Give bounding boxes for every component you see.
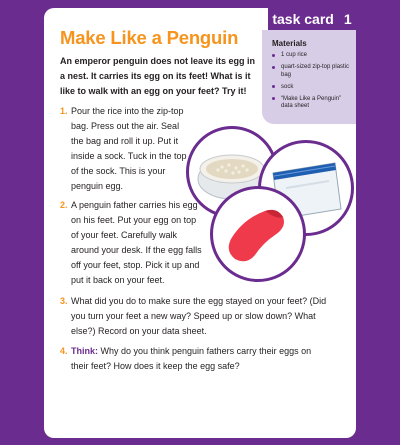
- task-card-tab: [268, 8, 356, 30]
- red-sock-icon: [213, 189, 303, 279]
- step-number: 2.: [60, 200, 68, 210]
- materials-box: [262, 30, 356, 124]
- materials-item: sock: [271, 84, 353, 92]
- step-text: What did you do to make sure the egg stayed on your feet? (Did you turn your feet a new way? Speed up or slow down? What else?) Record on your data sheet.: [71, 296, 327, 336]
- page-title: Make Like a Penguin: [60, 27, 239, 48]
- step-1: [60, 104, 192, 194]
- step-text: Pour the rice into the zip-top bag. Press out the air. Seal the bag and roll it up. Put it inside a sock. Tuck in the top of the sock. This is your penguin egg.: [71, 106, 187, 191]
- step-2: [60, 198, 205, 288]
- intro-text: An emperor penguin does not leave its egg in a nest. It carries its egg on its feet! What is it like to walk with an egg on your feet? Try it!: [60, 56, 256, 96]
- red-sock-image: [210, 186, 306, 282]
- think-label: Think:: [71, 346, 98, 356]
- step-number: 1.: [60, 106, 68, 116]
- step-4: [60, 344, 330, 374]
- tab-number: 1: [343, 11, 352, 27]
- step-text: A penguin father carries his egg on his feet. Put your egg on top of your feet. Carefully walk around your desk. If the egg falls off your feet, stop. Pick it up and put it back on your feet.: [71, 200, 202, 285]
- step-number: 3.: [60, 296, 68, 306]
- tab-label: task card: [272, 11, 334, 27]
- materials-heading: Materials: [272, 39, 307, 48]
- step-number: 4.: [60, 346, 68, 356]
- step-3: [60, 294, 330, 339]
- materials-item: 1 cup rice: [271, 52, 353, 60]
- bullet-icon: [272, 97, 275, 100]
- step-text: Why do you think penguin fathers carry their eggs on their feet? How does it keep the egg safe?: [71, 346, 312, 371]
- materials-item: quart-sized zip-top plastic bag: [271, 64, 353, 79]
- bullet-icon: [272, 85, 275, 88]
- materials-item: “Make Like a Penguin” data sheet: [271, 96, 353, 111]
- materials-list: [271, 52, 353, 115]
- bullet-icon: [272, 54, 275, 57]
- bullet-icon: [272, 66, 275, 69]
